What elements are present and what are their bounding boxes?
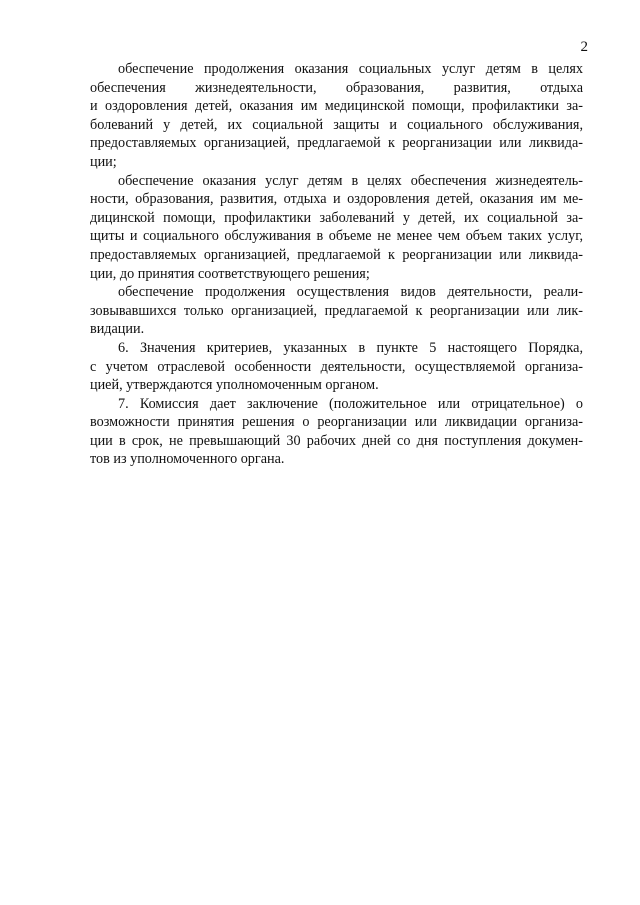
paragraph-5 — [90, 395, 583, 469]
text-line: обеспечение оказания услуг детям в целях обеспечения жизнедеятель- — [118, 172, 583, 189]
text-line: обеспечение продолжения оказания социальных услуг детям в целях — [118, 61, 583, 77]
text-line: ции, до принятия соответствующего решения; — [90, 265, 370, 282]
text-line: дицинской помощи, профилактики заболеваний у детей, их социальной за- — [90, 209, 583, 226]
text-line: цией, утверждаются уполномоченным органом. — [90, 377, 379, 394]
text-line: 7. Комиссия дает заключение (положительное или отрицательное) о — [118, 395, 583, 412]
paragraph-1 — [90, 60, 583, 172]
text-line: зовывавшихся только организацией, предлагаемой к реорганизации или лик- — [90, 302, 583, 319]
text-line: и оздоровления детей, оказания им медицинской помощи, профилактики за- — [90, 98, 583, 115]
document-body — [90, 60, 583, 469]
text-line: 6. Значения критериев, указанных в пункте 5 настоящего Порядка, — [118, 339, 583, 356]
text-line: предоставляемых организацией, предлагаемой к реорганизации или ликвида- — [90, 246, 583, 263]
paragraph-4 — [90, 339, 583, 395]
text-line: щиты и социального обслуживания в объеме не менее чем объем таких услуг, — [90, 228, 583, 245]
text-line: ции в срок, не превышающий 30 рабочих дней со дня поступления докумен- — [90, 432, 583, 449]
paragraph-3 — [90, 283, 583, 339]
text-line: с учетом отраслевой особенности деятельности, осуществляемой организа- — [90, 358, 583, 375]
text-line: тов из уполномоченного органа. — [90, 451, 285, 468]
text-line: возможности принятия решения о реорганизации или ликвидации организа- — [90, 414, 583, 431]
text-line: ции; — [90, 153, 117, 170]
text-line: обеспечение продолжения осуществления видов деятельности, реали- — [118, 284, 583, 301]
text-line: болеваний у детей, их социальной защиты и социального обслуживания, — [90, 116, 583, 133]
text-line: видации. — [90, 321, 145, 338]
text-line: ности, образования, развития, отдыха и оздоровления детей, оказания им ме- — [90, 191, 583, 208]
text-line: предоставляемых организацией, предлагаемой к реорганизации или ликвида- — [90, 135, 583, 152]
page-number: 2 — [580, 39, 588, 55]
paragraph-2 — [90, 172, 583, 284]
text-line: обеспечения жизнедеятельности, образования, развития, отдыха — [90, 79, 583, 96]
